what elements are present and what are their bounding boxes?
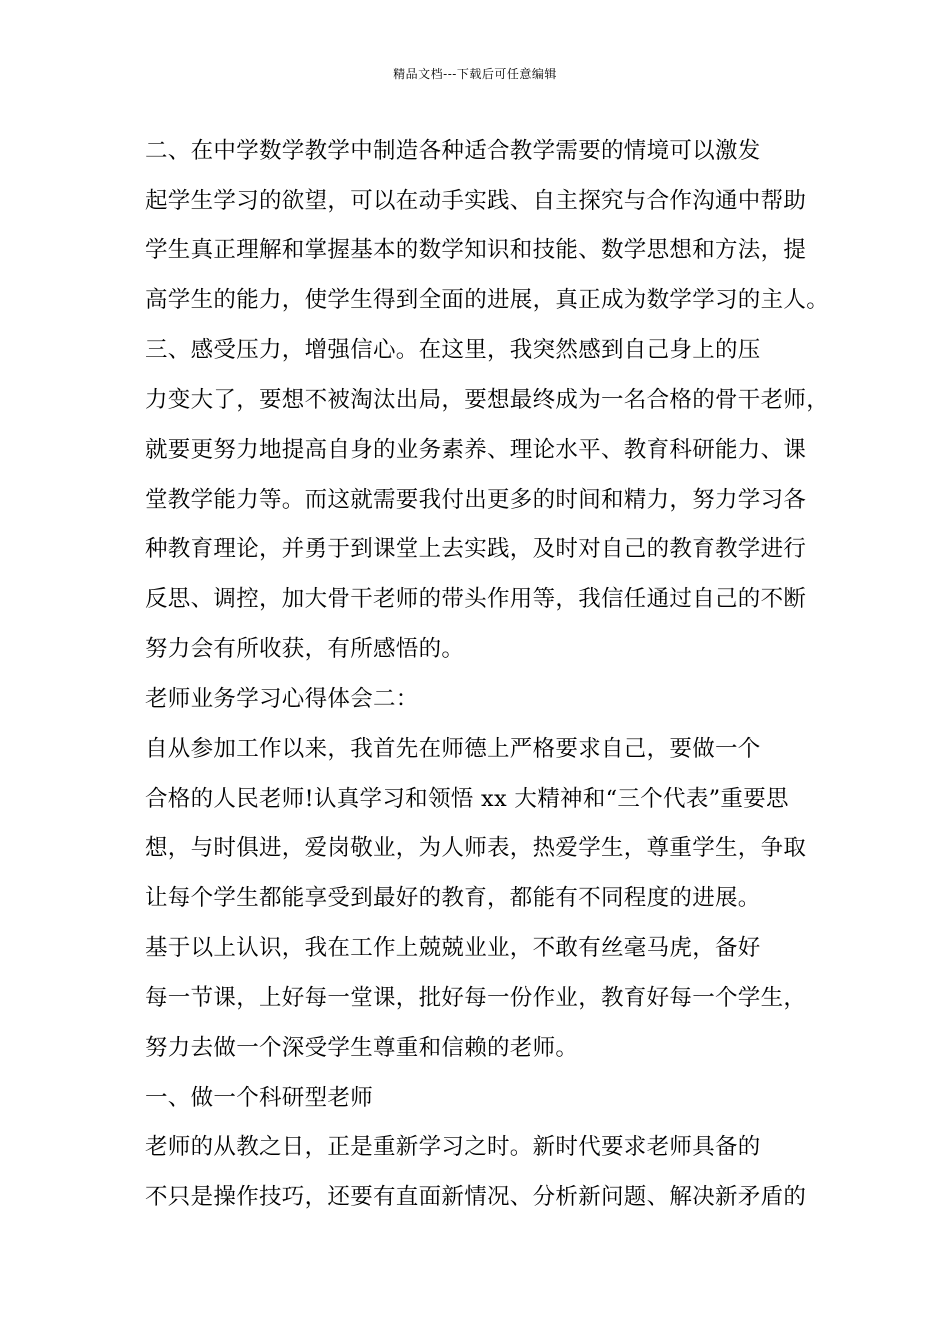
body-line: 二、在中学数学教学中制造各种适合教学需要的情境可以激发	[145, 138, 761, 164]
body-line: 基于以上认识，我在工作上兢兢业业，不敢有丝毫马虎，备好	[145, 935, 761, 961]
page-header: 精品文档---下载后可任意编辑	[393, 67, 557, 81]
body-line: 自从参加工作以来，我首先在师德上严格要求自己，要做一个	[145, 736, 761, 762]
body-line: 老师的从教之日，正是重新学习之时。新时代要求老师具备的	[145, 1134, 761, 1160]
body-line: 努力去做一个深受学生尊重和信赖的老师。	[145, 1035, 579, 1061]
body-line: 反思、调控，加大骨干老师的带头作用等，我信任通过自己的不断	[145, 586, 807, 612]
body-line: 学生真正理解和掌握基本的数学知识和技能、数学思想和方法，提	[145, 237, 807, 263]
body-line: 不只是操作技巧，还要有直面新情况、分析新问题、解决新矛盾的	[145, 1184, 807, 1210]
body-line: 高学生的能力，使学生得到全面的进展，真正成为数学学习的主人。	[145, 287, 830, 313]
section-heading: 老师业务学习心得体会二：	[145, 686, 419, 712]
body-line: 堂教学能力等。而这就需要我付出更多的时间和精力，努力学习各	[145, 487, 807, 513]
body-line: 每一节课，上好每一堂课，批好每一份作业，教育好每一个学生，	[145, 985, 807, 1011]
body-line: 三、感受压力，增强信心。在这里，我突然感到自己身上的压	[145, 337, 761, 363]
body-line: 努力会有所收获，有所感悟的。	[145, 636, 465, 662]
body-line: 起学生学习的欲望，可以在动手实践、自主探究与合作沟通中帮助	[145, 188, 807, 214]
body-line: 想，与时俱进，爱岗敬业，为人师表，热爱学生，尊重学生，争取	[145, 835, 807, 861]
body-line: 让每个学生都能享受到最好的教育，都能有不同程度的进展。	[145, 885, 761, 911]
body-line: 就要更努力地提高自身的业务素养、理论水平、教育科研能力、课	[145, 437, 807, 463]
body-line: 力变大了，要想不被淘汰出局，要想最终成为一名合格的骨干老师，	[145, 387, 830, 413]
body-line: 合格的人民老师!认真学习和领悟 xx 大精神和“三个代表”重要思	[145, 786, 789, 812]
section-heading: 一、做一个科研型老师	[145, 1085, 374, 1111]
body-line: 种教育理论，并勇于到课堂上去实践，及时对自己的教育教学进行	[145, 536, 807, 562]
